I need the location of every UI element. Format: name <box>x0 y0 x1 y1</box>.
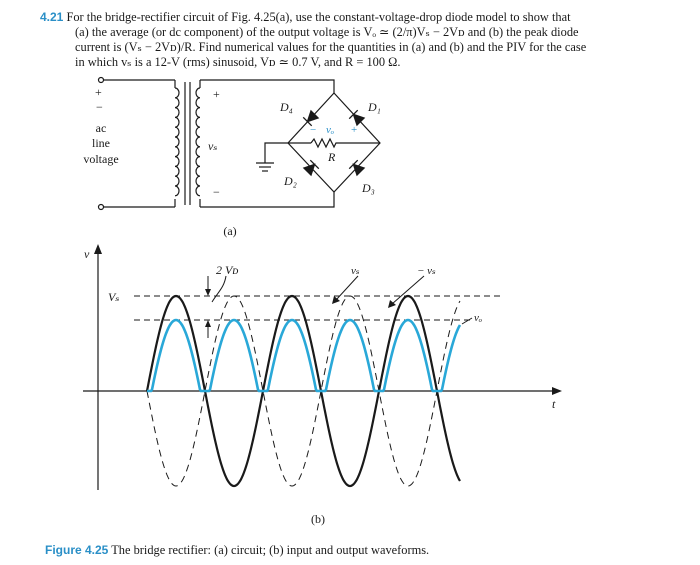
v-axis-arrow <box>94 244 102 254</box>
label-d4: D₄ <box>280 100 293 114</box>
resistor <box>311 139 356 147</box>
subfig-a-label: (a) <box>223 224 237 238</box>
label-d3: D₃ <box>362 181 375 195</box>
primary-terminal-bottom <box>99 205 104 210</box>
label-d1: D₁ <box>368 100 381 114</box>
problem-line-1: For the bridge-rectifier circuit of Fig. 4.25(a), use the constant-voltage-drop diode model to show that <box>66 10 571 24</box>
t-axis-label: t <box>552 397 556 411</box>
vo-circuit-label: vₒ <box>326 124 335 136</box>
caption-text: The bridge rectifier: (a) circuit; (b) input and output waveforms. <box>111 543 430 557</box>
vo-leader <box>462 318 472 324</box>
subfig-b-label: (b) <box>311 512 325 526</box>
vs-circuit-label: vₛ <box>208 139 218 153</box>
waveform-plot <box>83 244 562 490</box>
two-vd-leader <box>212 276 226 302</box>
problem-line-3: current is (Vₛ − 2Vᴅ)/R. Find numerical values for the quantities in (a) and (b) and the PIV for the case <box>75 40 587 54</box>
vo-minus: − <box>310 124 317 136</box>
secondary-minus: − <box>213 185 220 199</box>
ac-label-1: ac <box>95 121 107 135</box>
primary-coil <box>175 88 179 196</box>
problem-line-4: in which vₛ is a 12-V (rms) sinusoid, Vᴅ ≃ 0.7 V, and R = 100 Ω. <box>75 55 401 69</box>
vo-plus: + <box>351 124 358 136</box>
two-vd-label: 2 Vᴅ <box>216 263 239 277</box>
problem-number: 4.21 <box>40 10 64 24</box>
vo-wave-label: vₒ <box>474 312 483 324</box>
vs-wave-label: vₛ <box>351 265 360 277</box>
ac-label-3: voltage <box>83 152 119 166</box>
problem-line-2: (a) the average (or dc component) of the output voltage is Vₒ ≃ (2/π)Vₛ − 2Vᴅ and (b) the peak diode <box>75 25 579 39</box>
primary-terminal-top <box>99 78 104 83</box>
neg-vs-wave-label: − vₛ <box>417 265 436 277</box>
vo-curve <box>147 320 460 391</box>
ac-label-2: line <box>92 136 110 150</box>
primary-minus: − <box>96 100 103 114</box>
t-axis-arrow <box>552 387 562 395</box>
neg-vs-leader <box>392 276 424 304</box>
secondary-coil <box>196 88 200 196</box>
resistor-label: R <box>328 150 336 164</box>
primary-plus: + <box>95 85 102 99</box>
v-axis-label: v <box>84 247 90 261</box>
vs-peak-label: Vₛ <box>108 290 120 304</box>
bridge-circuit <box>99 78 381 210</box>
secondary-plus: + <box>213 87 220 101</box>
label-d2: D₂ <box>284 174 297 188</box>
figure-caption <box>45 543 429 558</box>
caption-label: Figure 4.25 <box>45 543 109 557</box>
